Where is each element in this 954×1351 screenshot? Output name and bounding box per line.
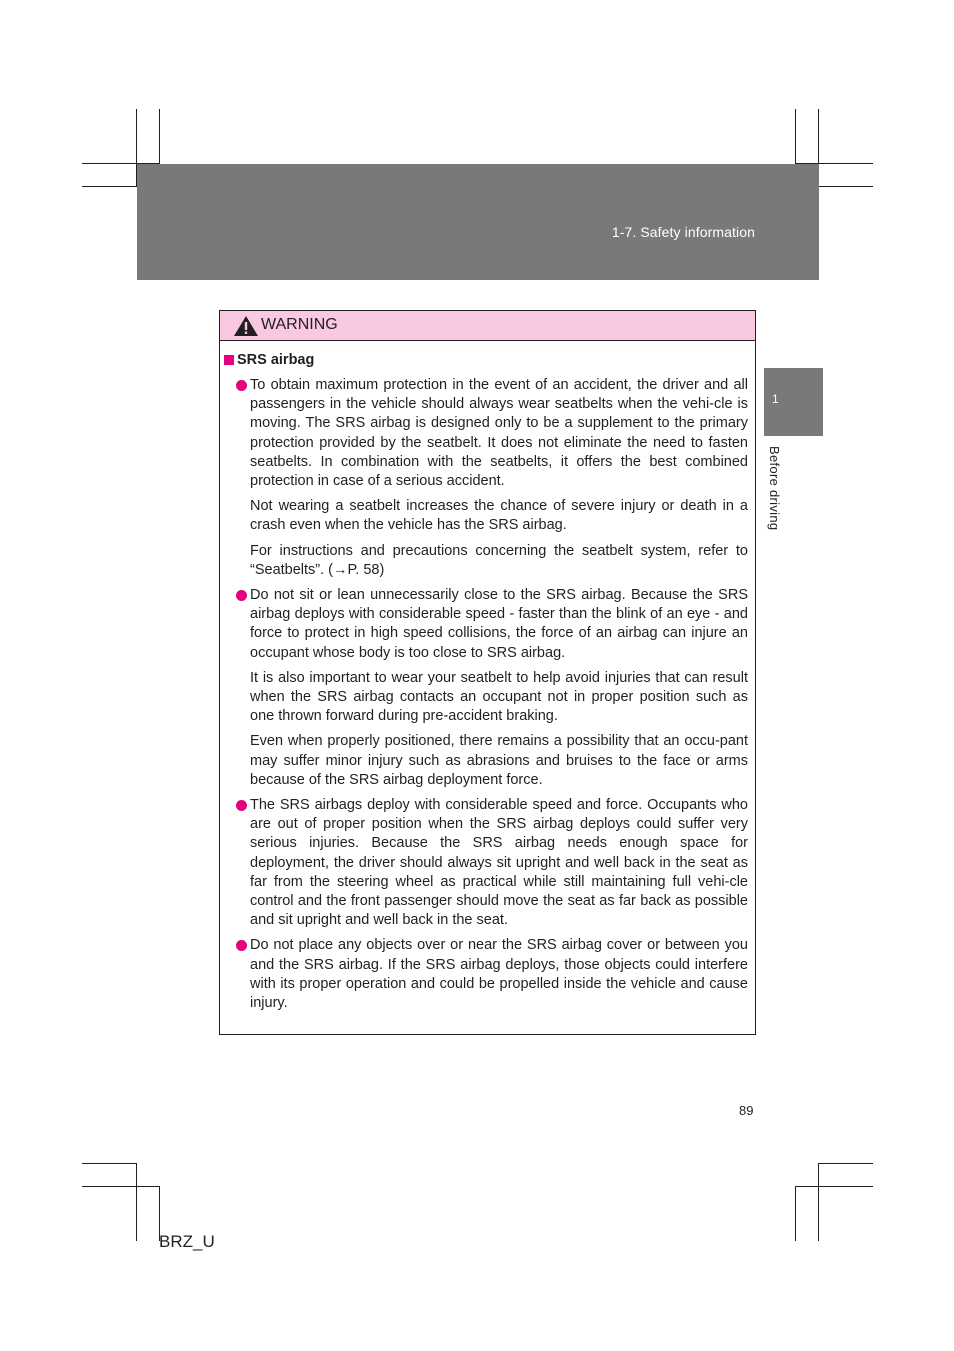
paragraph-text: Even when properly positioned, there remains a possibility that an occu-pant may suffer minor injury such as abrasions and bruises to the face or arms because of the SRS airbag deployment force. — [250, 733, 748, 788]
paragraph-text: Not wearing a seatbelt increases the chance of severe injury or death in a crash even when the vehicle has the SRS airbag. — [250, 498, 748, 534]
crop-mark — [818, 186, 873, 187]
bullet-paragraph — [250, 936, 748, 1013]
section-title: 1-7. Safety information — [611, 224, 755, 240]
chapter-tab — [764, 368, 823, 436]
warning-triangle-icon — [233, 315, 259, 337]
chapter-name: Before driving — [767, 446, 782, 531]
bullet-paragraph — [250, 586, 748, 663]
page-number: 89 — [739, 1103, 754, 1118]
circle-bullet-icon — [236, 380, 247, 391]
header-band — [137, 164, 819, 280]
warning-label: WARNING — [261, 316, 338, 333]
crop-mark — [159, 109, 160, 164]
section-heading-text: SRS airbag — [237, 352, 315, 368]
bullet-paragraph — [250, 796, 748, 930]
crop-mark — [82, 186, 137, 187]
paragraph-text: For instructions and precautions concerning the seatbelt system, refer to “Seatbelts”. (→P. 58) — [250, 542, 748, 578]
paragraph-text: It is also important to wear your seatbelt to help avoid injuries that can result when the SRS airbag contacts an occupant not in proper position such as one thrown forward during pre-accident braking. — [250, 669, 748, 725]
paragraph — [250, 542, 748, 580]
crop-mark — [818, 1163, 873, 1164]
square-bullet-icon — [224, 355, 234, 365]
crop-mark — [82, 1186, 160, 1187]
crop-mark — [795, 1186, 796, 1241]
paragraph-text: Do not sit or lean unnecessarily close to the SRS airbag. Because the SRS airbag deploys with considerable speed - faster than the blink of an eye - and force to protect in high speed collisions, the force of an airbag can injure an occupant whose body is too close to SRS airbag. — [250, 587, 748, 661]
warning-body — [250, 376, 748, 1019]
circle-bullet-icon — [236, 940, 247, 951]
circle-bullet-icon — [236, 590, 247, 601]
chapter-number: 1 — [772, 392, 779, 406]
crop-mark — [82, 1163, 137, 1164]
paragraph-text: To obtain maximum protection in the event of an accident, the driver and all passengers in the vehicle should always wear seatbelts when the vehi-cle is moving. The SRS airbag is designed only to be a supplement to the primary protection provided by the seatbelt. It does not eliminate the need to fasten seatbelts. In combination with the seatbelts, it offers the best combined protection in case of a serious accident. — [250, 377, 748, 490]
paragraph — [250, 669, 748, 727]
crop-mark — [136, 1163, 137, 1241]
warning-box — [219, 310, 756, 1035]
crop-mark — [795, 109, 796, 164]
model-code: BRZ_U — [159, 1232, 215, 1251]
crop-mark — [818, 1163, 819, 1241]
crop-mark — [795, 1186, 873, 1187]
circle-bullet-icon — [236, 800, 247, 811]
bullet-paragraph — [250, 376, 748, 491]
section-heading — [224, 352, 314, 368]
paragraph-text: Do not place any objects over or near the SRS airbag cover or between you and the SRS airbag. If the SRS airbag deploys, those objects could interfere with its proper operation and could be propelled inside the vehicle and cause injury. — [250, 937, 748, 1012]
paragraph — [250, 497, 748, 535]
warning-header — [220, 311, 755, 341]
paragraph — [250, 732, 748, 790]
paragraph-text: The SRS airbags deploy with considerable speed and force. Occupants who are out of proper position when the SRS airbag deploys could suffer very serious injuries. Because the SRS airbag needs enough space for deployment, the driver should always sit upright and well back in the seat as far from the steering wheel as practical while still maintaining full vehi-cle control and the front passenger should move the seat as far back as possible and sit upright and well back in the seat. — [250, 797, 748, 929]
